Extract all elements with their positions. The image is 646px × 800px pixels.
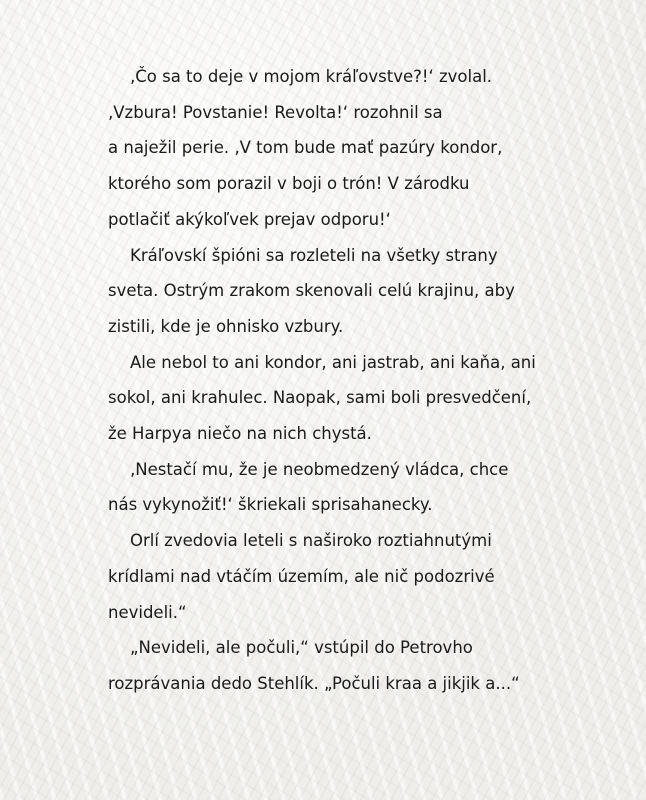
text-line: a naježil perie. ‚V tom bude mať pazúry kondor, [108, 138, 503, 158]
text-line: potlačiť akýkoľvek prejav odporu!‘ [108, 209, 391, 229]
text-line: Orlí zvedovia leteli s naširoko roztiahnutými [130, 531, 492, 551]
text-line: ‚Nestačí mu, že je neobmedzený vládca, chce [130, 459, 509, 479]
text-line: ‚Vzbura! Povstanie! Revolta!‘ rozohnil sa [108, 102, 443, 122]
text-line: že Harpya niečo na nich chystá. [108, 424, 372, 444]
text-line: rozprávania dedo Stehlík. „Počuli kraa a jikjik a...“ [108, 673, 520, 693]
text-line: krídlami nad vtáčím územím, ale nič podozrivé [108, 566, 495, 586]
text-line: Ale nebol to ani kondor, ani jastrab, ani kaňa, ani [130, 352, 536, 372]
story-text [108, 59, 548, 702]
text-line: zistili, kde je ohnisko vzbury. [108, 316, 344, 336]
text-line: Kráľovskí špióni sa rozleteli na všetky strany [130, 245, 498, 265]
text-line: „Nevideli, ale počuli,“ vstúpil do Petrovho [130, 638, 473, 658]
text-line: sveta. Ostrým zrakom skenovali celú krajinu, aby [108, 281, 515, 301]
text-line: nevideli.“ [108, 602, 187, 622]
text-line: sokol, ani krahulec. Naopak, sami boli presvedčení, [108, 388, 532, 408]
text-line: ktorého som porazil v boji o trón! V zárodku [108, 174, 470, 194]
text-line: ‚Čo sa to deje v mojom kráľovstve?!‘ zvolal. [130, 67, 493, 86]
text-line: nás vykynožiť!‘ škriekali sprisahanecky. [108, 495, 433, 515]
